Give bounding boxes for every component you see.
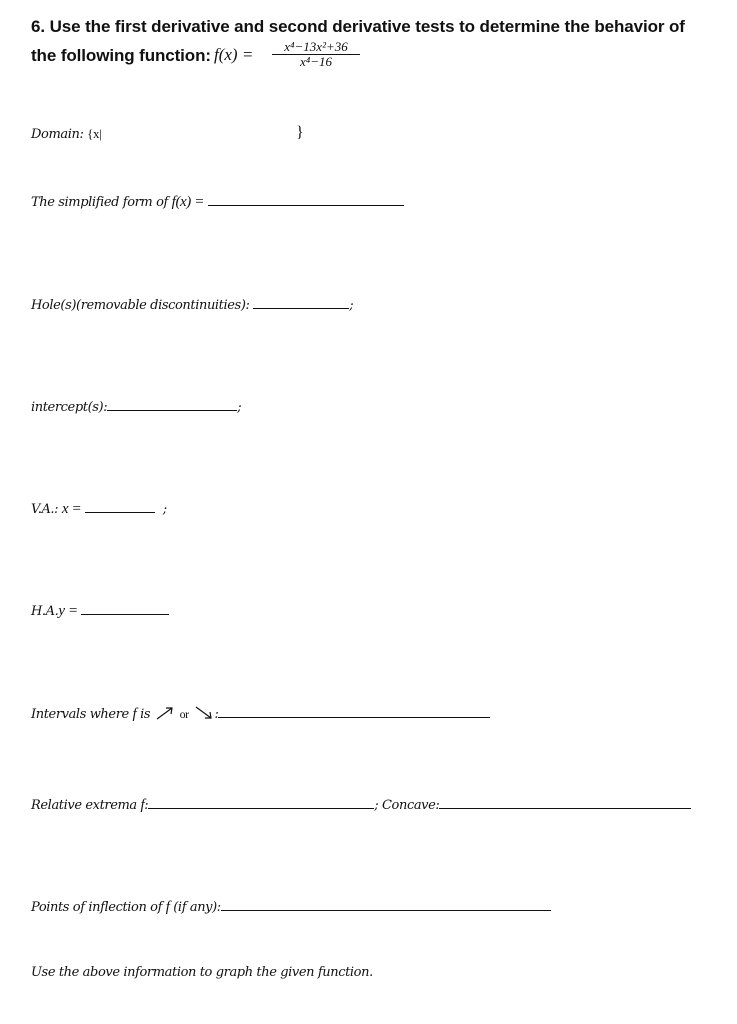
decreasing-arrow-icon [193,705,215,721]
va-end: ; [162,502,167,517]
holes-row [31,296,353,313]
intervals-is: is [140,707,151,722]
intercepts-row [31,398,241,415]
inflection-label: Points of inflection of [31,900,163,915]
holes-label: Hole(s)(removable discontinuities): [31,298,250,313]
va-label: V.A.: [31,502,59,517]
intervals-row [31,705,490,723]
intercepts-label: intercept(s): [31,400,108,415]
domain-label: Domain: [31,127,84,142]
simplified-row [31,193,404,211]
ha-row [31,602,169,620]
extrema-f: f [140,797,145,813]
question-line-2: the following function: [31,46,211,65]
holes-end: ; [349,298,354,313]
intercepts-blank[interactable] [107,398,237,411]
domain-close: } [296,124,304,141]
increasing-arrow-icon [154,705,176,721]
intervals-f: f [132,706,137,722]
simplified-fx: f(x) = [171,194,204,210]
simplified-blank[interactable] [208,193,404,206]
extrema-label: Relative extrema [31,798,137,813]
va-row [31,500,167,518]
holes-blank[interactable] [253,296,349,309]
extrema-blank[interactable] [148,796,374,809]
inflection-row [31,898,551,916]
function-fraction [272,40,360,69]
intercepts-end: ; [237,400,242,415]
va-var: x = [61,501,82,517]
va-blank[interactable] [85,500,155,513]
ha-blank[interactable] [81,602,169,615]
extrema-row [31,796,691,814]
domain-open: {x| [87,126,102,141]
intervals-colon: : [214,707,219,722]
inflection-suffix: (if any): [173,900,221,915]
question-line-1: 6. Use the first derivative and second derivative tests to determine the behavior of [31,17,685,36]
inflection-blank[interactable] [221,898,551,911]
simplified-label: The simplified form of [31,195,168,210]
intervals-label: Intervals where [31,707,129,722]
fraction-numerator: x⁴−13x²+36 [272,40,360,55]
domain-row [31,126,101,142]
ha-label: H.A. [31,604,59,619]
graph-instruction: Use the above information to graph the given function. [31,965,373,980]
fraction-denominator: x⁴−16 [299,54,333,69]
function-lhs: f(x) = [214,45,254,64]
extrema-colon: : [144,798,149,813]
concave-label: ; Concave: [374,798,440,813]
inflection-f: f [165,899,170,915]
intervals-blank[interactable] [218,705,490,718]
intervals-or: or [179,707,189,721]
ha-var: y = [58,603,78,619]
concave-blank[interactable] [439,796,691,809]
